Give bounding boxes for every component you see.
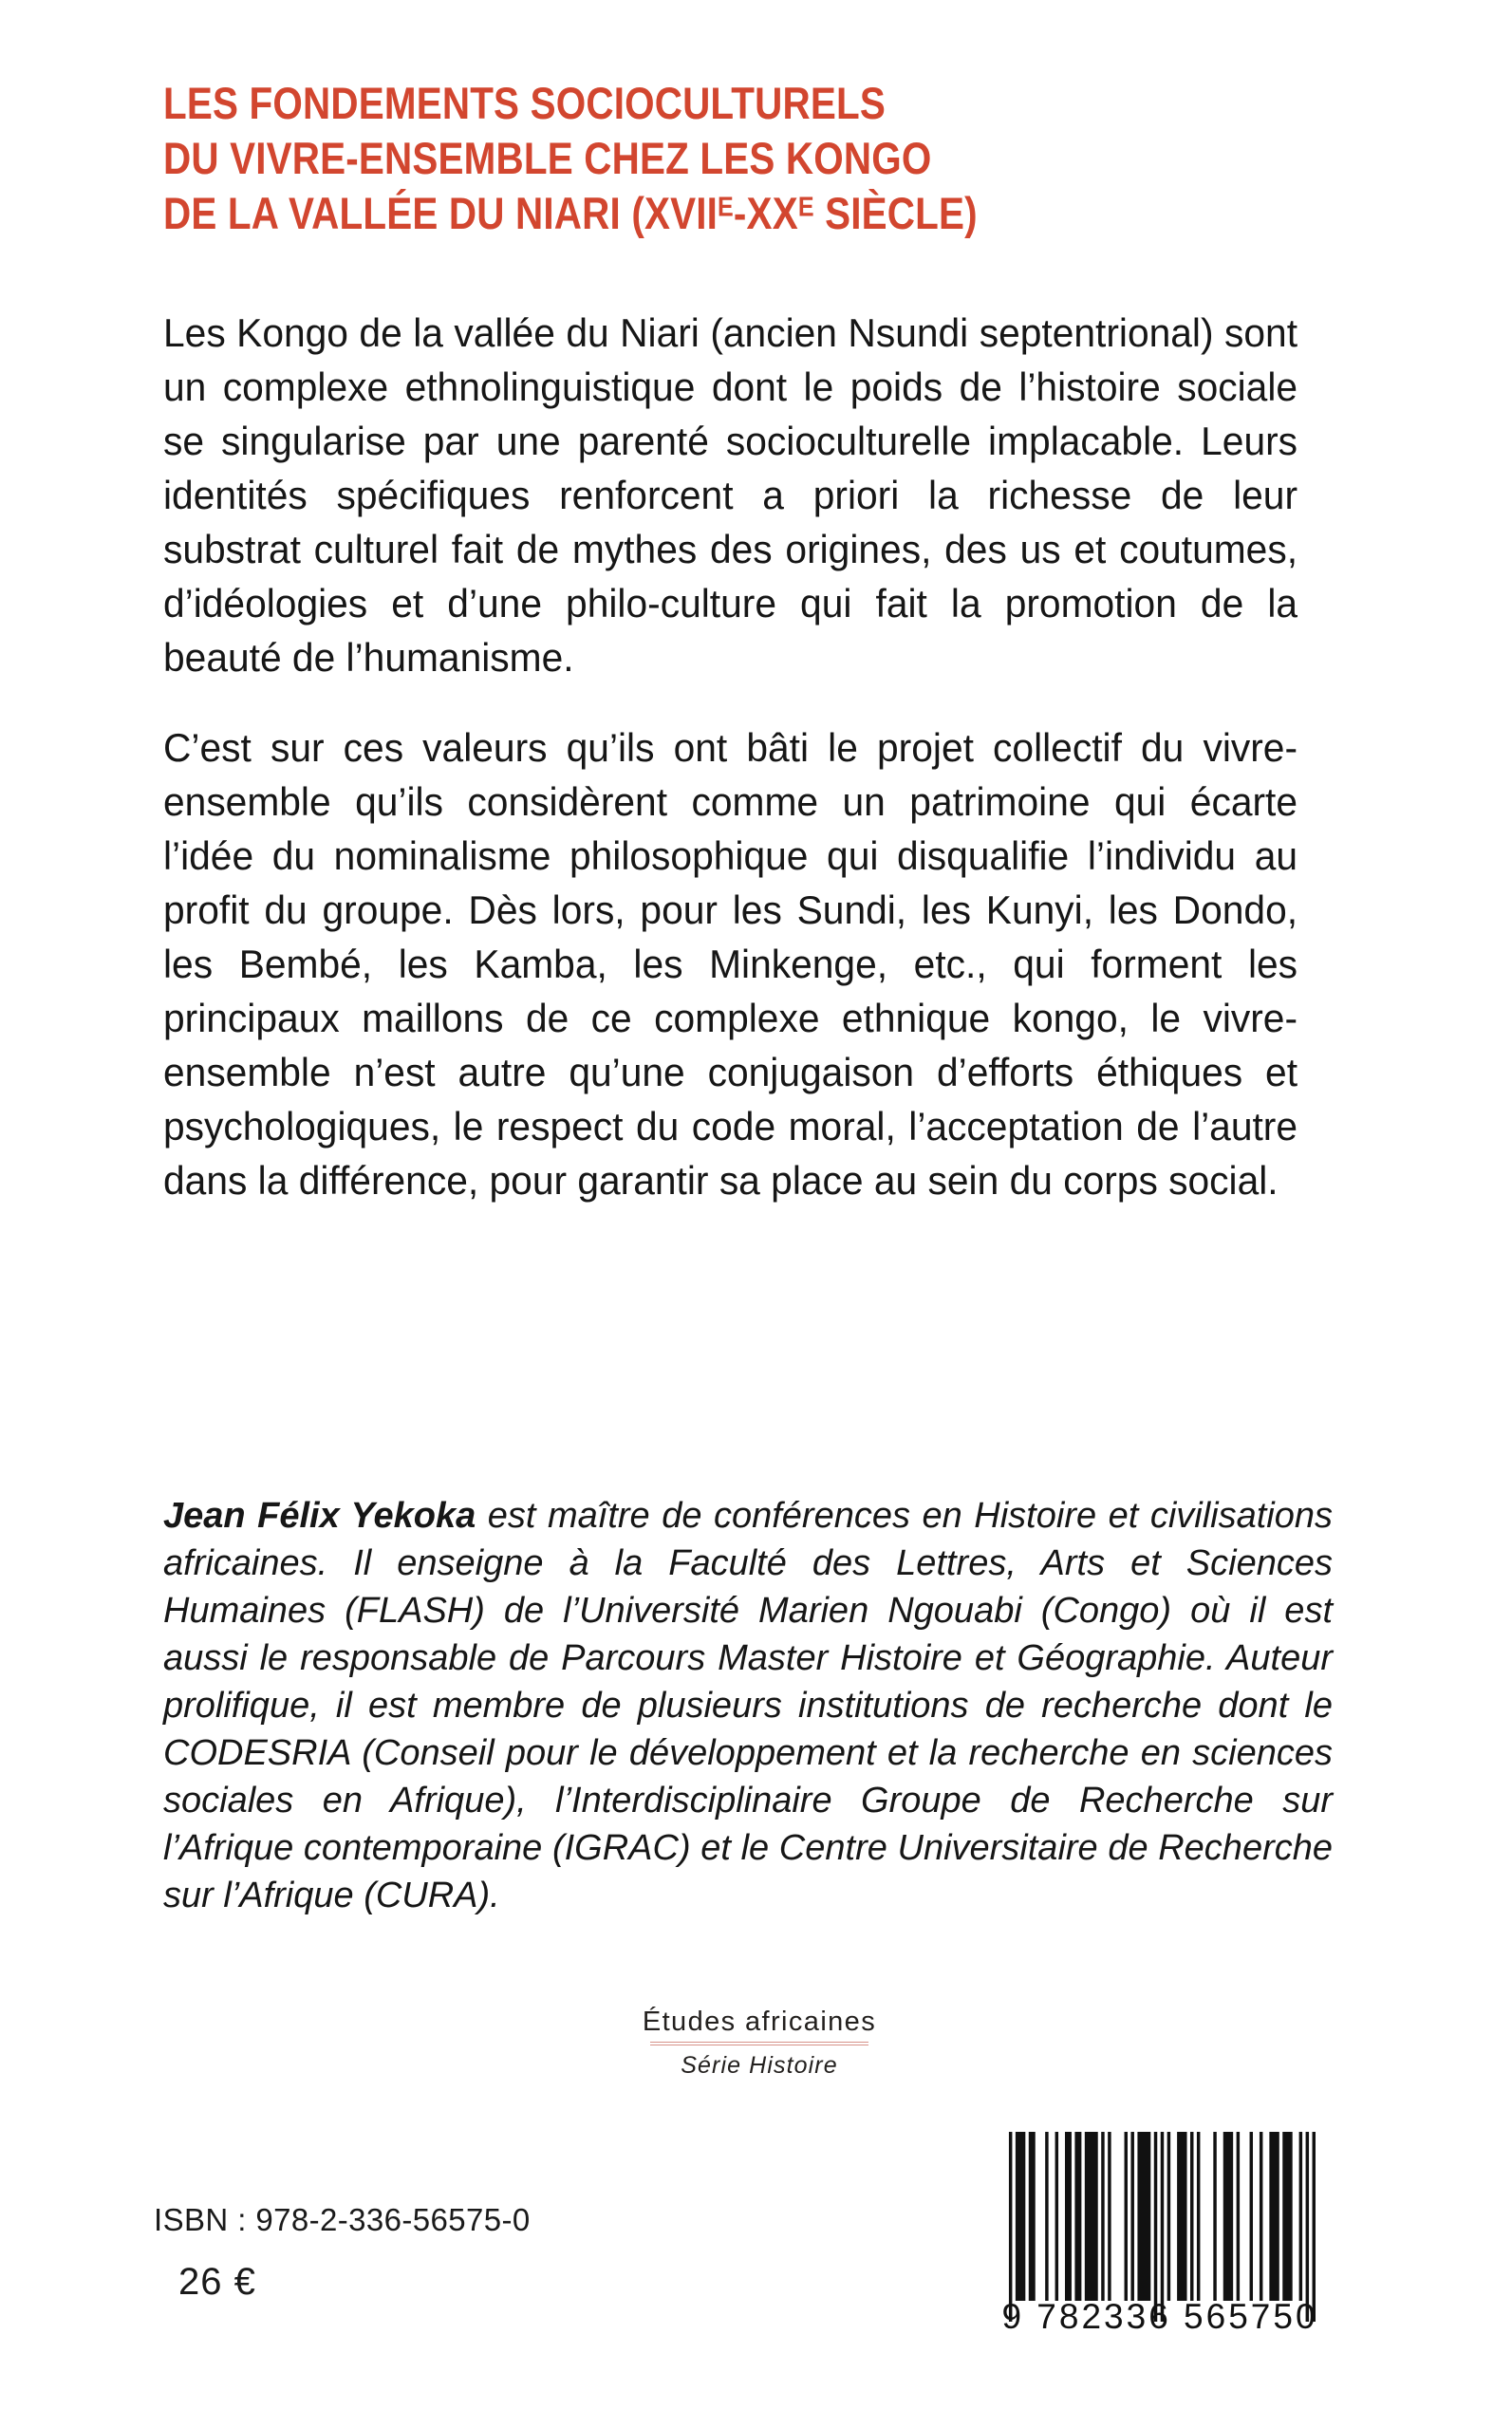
title-ordinal-1: E bbox=[718, 192, 734, 223]
author-bio-text: est maître de conférences en Histoire et civilisations africaines. Il enseigne à la Faculté des Lettres, Arts et Sciences Humaines (FLASH) de l’Université Marien Ngouabi (Congo) où il est aussi le responsable de Parcours Master Histoire et Géographie. Auteur prolifique, il est membre de plusieurs institutions de recherche dont le CODESRIA (Conseil pour le développement et la recherche en sciences sociales en Afrique), l’Interdisciplinaire Groupe de Recherche sur l’Afrique contemporaine (IGRAC) et le Centre Universitaire de Recherche sur l’Afrique (CURA). bbox=[163, 1496, 1333, 1915]
title-ordinal-2: E bbox=[797, 192, 814, 223]
isbn-text: ISBN : 978-2-336-56575-0 bbox=[154, 2202, 531, 2237]
blurb-paragraph-2: C’est sur ces valeurs qu’ils ont bâti le projet collectif du vivre-ensemble qu’ils considèrent comme un patrimoine qui écarte l’idée du nominalisme philosophique qui disqualifie l’individu au profit du groupe. Dès lors, pour les Sundi, les Kunyi, les Dondo, les Bembé, les Kamba, les Minkenge, etc., qui forment les principaux maillons de ce complexe ethnique kongo, le vivre-ensemble n’est autre qu’une conjugaison d’efforts éthiques et psychologiques, le respect du code moral, l’acceptation de l’autre dans la différence, pour garantir sa place au sein du corps social. bbox=[163, 725, 1298, 1203]
price-text: 26 € bbox=[178, 2261, 256, 2303]
title-line-3 bbox=[163, 186, 1192, 241]
collection-divider bbox=[650, 2042, 868, 2045]
title-line-3-part-c: SIÈCLE) bbox=[813, 188, 978, 238]
book-title bbox=[163, 76, 1359, 241]
title-line-1: LES FONDEMENTS SOCIOCULTURELS bbox=[163, 78, 887, 128]
ean13-barcode bbox=[1002, 2132, 1316, 2322]
title-line-3-part-a: DE LA VALLÉE DU NIARI (XVII bbox=[163, 188, 719, 238]
blurb-text bbox=[163, 306, 1333, 1207]
barcode-digits: 9 782336 565750 bbox=[1001, 2297, 1318, 2336]
collection-logo bbox=[607, 2005, 911, 2081]
author-bio bbox=[163, 1492, 1333, 1919]
collection-series: Série Histoire bbox=[681, 2052, 838, 2079]
barcode-graphic bbox=[1002, 2132, 1316, 2322]
blurb-paragraph-1: Les Kongo de la vallée du Niari (ancien Nsundi septentrional) sont un complexe ethnolinguistique dont le poids de l’histoire sociale se singularise par une parenté socioculturelle implacable. Leurs identités spécifiques renforcent a priori la richesse de leur substrat culturel fait de mythes des origines, des us et coutumes, d’idéologies et d’une philo-culture qui fait la promotion de la beauté de l’humanisme. bbox=[163, 310, 1298, 680]
author-bio-paragraph bbox=[163, 1492, 1333, 1919]
author-name: Jean Félix Yekoka bbox=[163, 1496, 476, 1536]
title-line-2: DU VIVRE-ENSEMBLE CHEZ LES KONGO bbox=[163, 133, 932, 183]
collection-name: Études africaines bbox=[642, 2007, 877, 2037]
title-line-3-part-b: -XX bbox=[733, 188, 798, 238]
